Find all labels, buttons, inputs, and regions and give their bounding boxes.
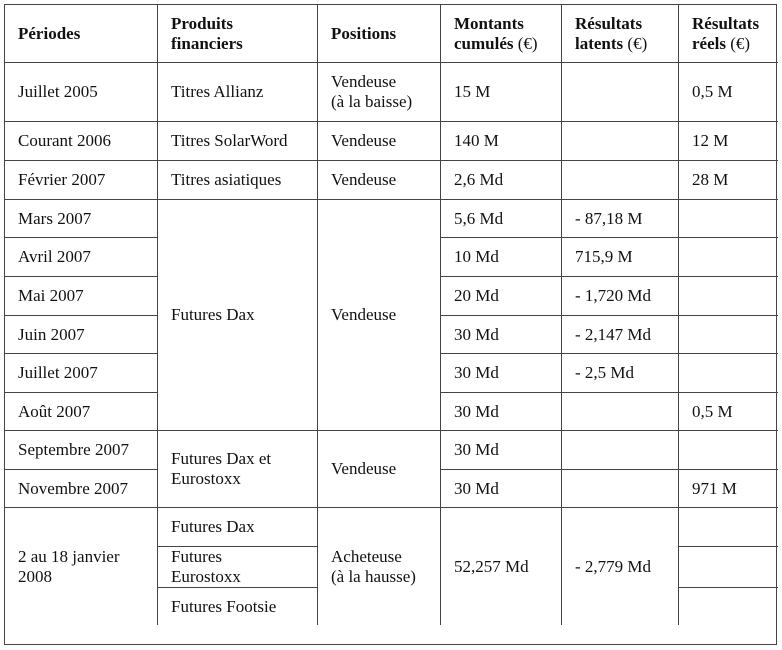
cell-position: Vendeuse (à la baisse) — [318, 63, 441, 122]
cell-reel — [679, 431, 778, 470]
cell-produit: Futures Footsie — [158, 588, 318, 625]
header-reels: Résultats réels (€) — [679, 5, 778, 63]
cell-reel: 0,5 M — [679, 393, 778, 431]
header-montants: Montants cumulés (€) — [441, 5, 562, 63]
cell-reel — [679, 277, 778, 316]
cell-reel: 971 M — [679, 470, 778, 508]
header-positions: Positions — [318, 5, 441, 63]
header-latents: Résultats latents (€) — [562, 5, 679, 63]
cell-periode: Juillet 2005 — [5, 63, 158, 122]
cell-periode: Mai 2007 — [5, 277, 158, 316]
cell-montant: 2,6 Md — [441, 161, 562, 200]
cell-produit: Futures Eurostoxx — [158, 547, 318, 588]
cell-produit: Titres asiatiques — [158, 161, 318, 200]
cell-montant: 5,6 Md — [441, 200, 562, 238]
cell-position-merged: Acheteuse (à la hausse) — [318, 508, 441, 625]
header-periodes: Périodes — [5, 5, 158, 63]
cell-reel — [679, 588, 778, 625]
cell-reel — [679, 238, 778, 277]
cell-reel — [679, 316, 778, 354]
cell-periode: Mars 2007 — [5, 200, 158, 238]
cell-latent-merged: - 2,779 Md — [562, 508, 679, 625]
financial-positions-table — [4, 4, 777, 645]
cell-reel: 12 M — [679, 122, 778, 161]
cell-latent — [562, 63, 679, 122]
cell-reel: 28 M — [679, 161, 778, 200]
cell-montant: 140 M — [441, 122, 562, 161]
cell-periode: Avril 2007 — [5, 238, 158, 277]
cell-periode: Février 2007 — [5, 161, 158, 200]
cell-latent — [562, 470, 679, 508]
cell-latent: - 1,720 Md — [562, 277, 679, 316]
cell-periode-merged: 2 au 18 janvier 2008 — [5, 508, 158, 625]
cell-latent: - 2,5 Md — [562, 354, 679, 393]
cell-montant: 30 Md — [441, 431, 562, 470]
cell-montant-merged: 52,257 Md — [441, 508, 562, 625]
cell-latent: - 87,18 M — [562, 200, 679, 238]
cell-periode: Août 2007 — [5, 393, 158, 431]
cell-produit-merged: Futures Dax et Eurostoxx — [158, 431, 318, 508]
cell-montant: 30 Md — [441, 354, 562, 393]
cell-produit-merged: Futures Dax — [158, 200, 318, 431]
cell-reel: 0,5 M — [679, 63, 778, 122]
cell-produit: Futures Dax — [158, 508, 318, 547]
cell-montant: 15 M — [441, 63, 562, 122]
cell-position: Vendeuse — [318, 122, 441, 161]
cell-latent — [562, 161, 679, 200]
cell-produit: Titres Allianz — [158, 63, 318, 122]
cell-latent — [562, 393, 679, 431]
cell-latent: - 2,147 Md — [562, 316, 679, 354]
cell-montant: 30 Md — [441, 393, 562, 431]
cell-latent: 715,9 M — [562, 238, 679, 277]
cell-periode: Septembre 2007 — [5, 431, 158, 470]
cell-periode: Novembre 2007 — [5, 470, 158, 508]
cell-reel — [679, 200, 778, 238]
cell-latent — [562, 431, 679, 470]
cell-montant: 10 Md — [441, 238, 562, 277]
cell-periode: Courant 2006 — [5, 122, 158, 161]
cell-reel — [679, 354, 778, 393]
cell-periode: Juin 2007 — [5, 316, 158, 354]
cell-position: Vendeuse — [318, 161, 441, 200]
cell-reel — [679, 547, 778, 588]
cell-montant: 20 Md — [441, 277, 562, 316]
cell-periode: Juillet 2007 — [5, 354, 158, 393]
cell-latent — [562, 122, 679, 161]
cell-montant: 30 Md — [441, 470, 562, 508]
cell-montant: 30 Md — [441, 316, 562, 354]
cell-position-merged: Vendeuse — [318, 200, 441, 431]
cell-produit: Titres SolarWord — [158, 122, 318, 161]
header-produits: Produits financiers — [158, 5, 318, 63]
cell-position-merged: Vendeuse — [318, 431, 441, 508]
cell-reel — [679, 508, 778, 547]
